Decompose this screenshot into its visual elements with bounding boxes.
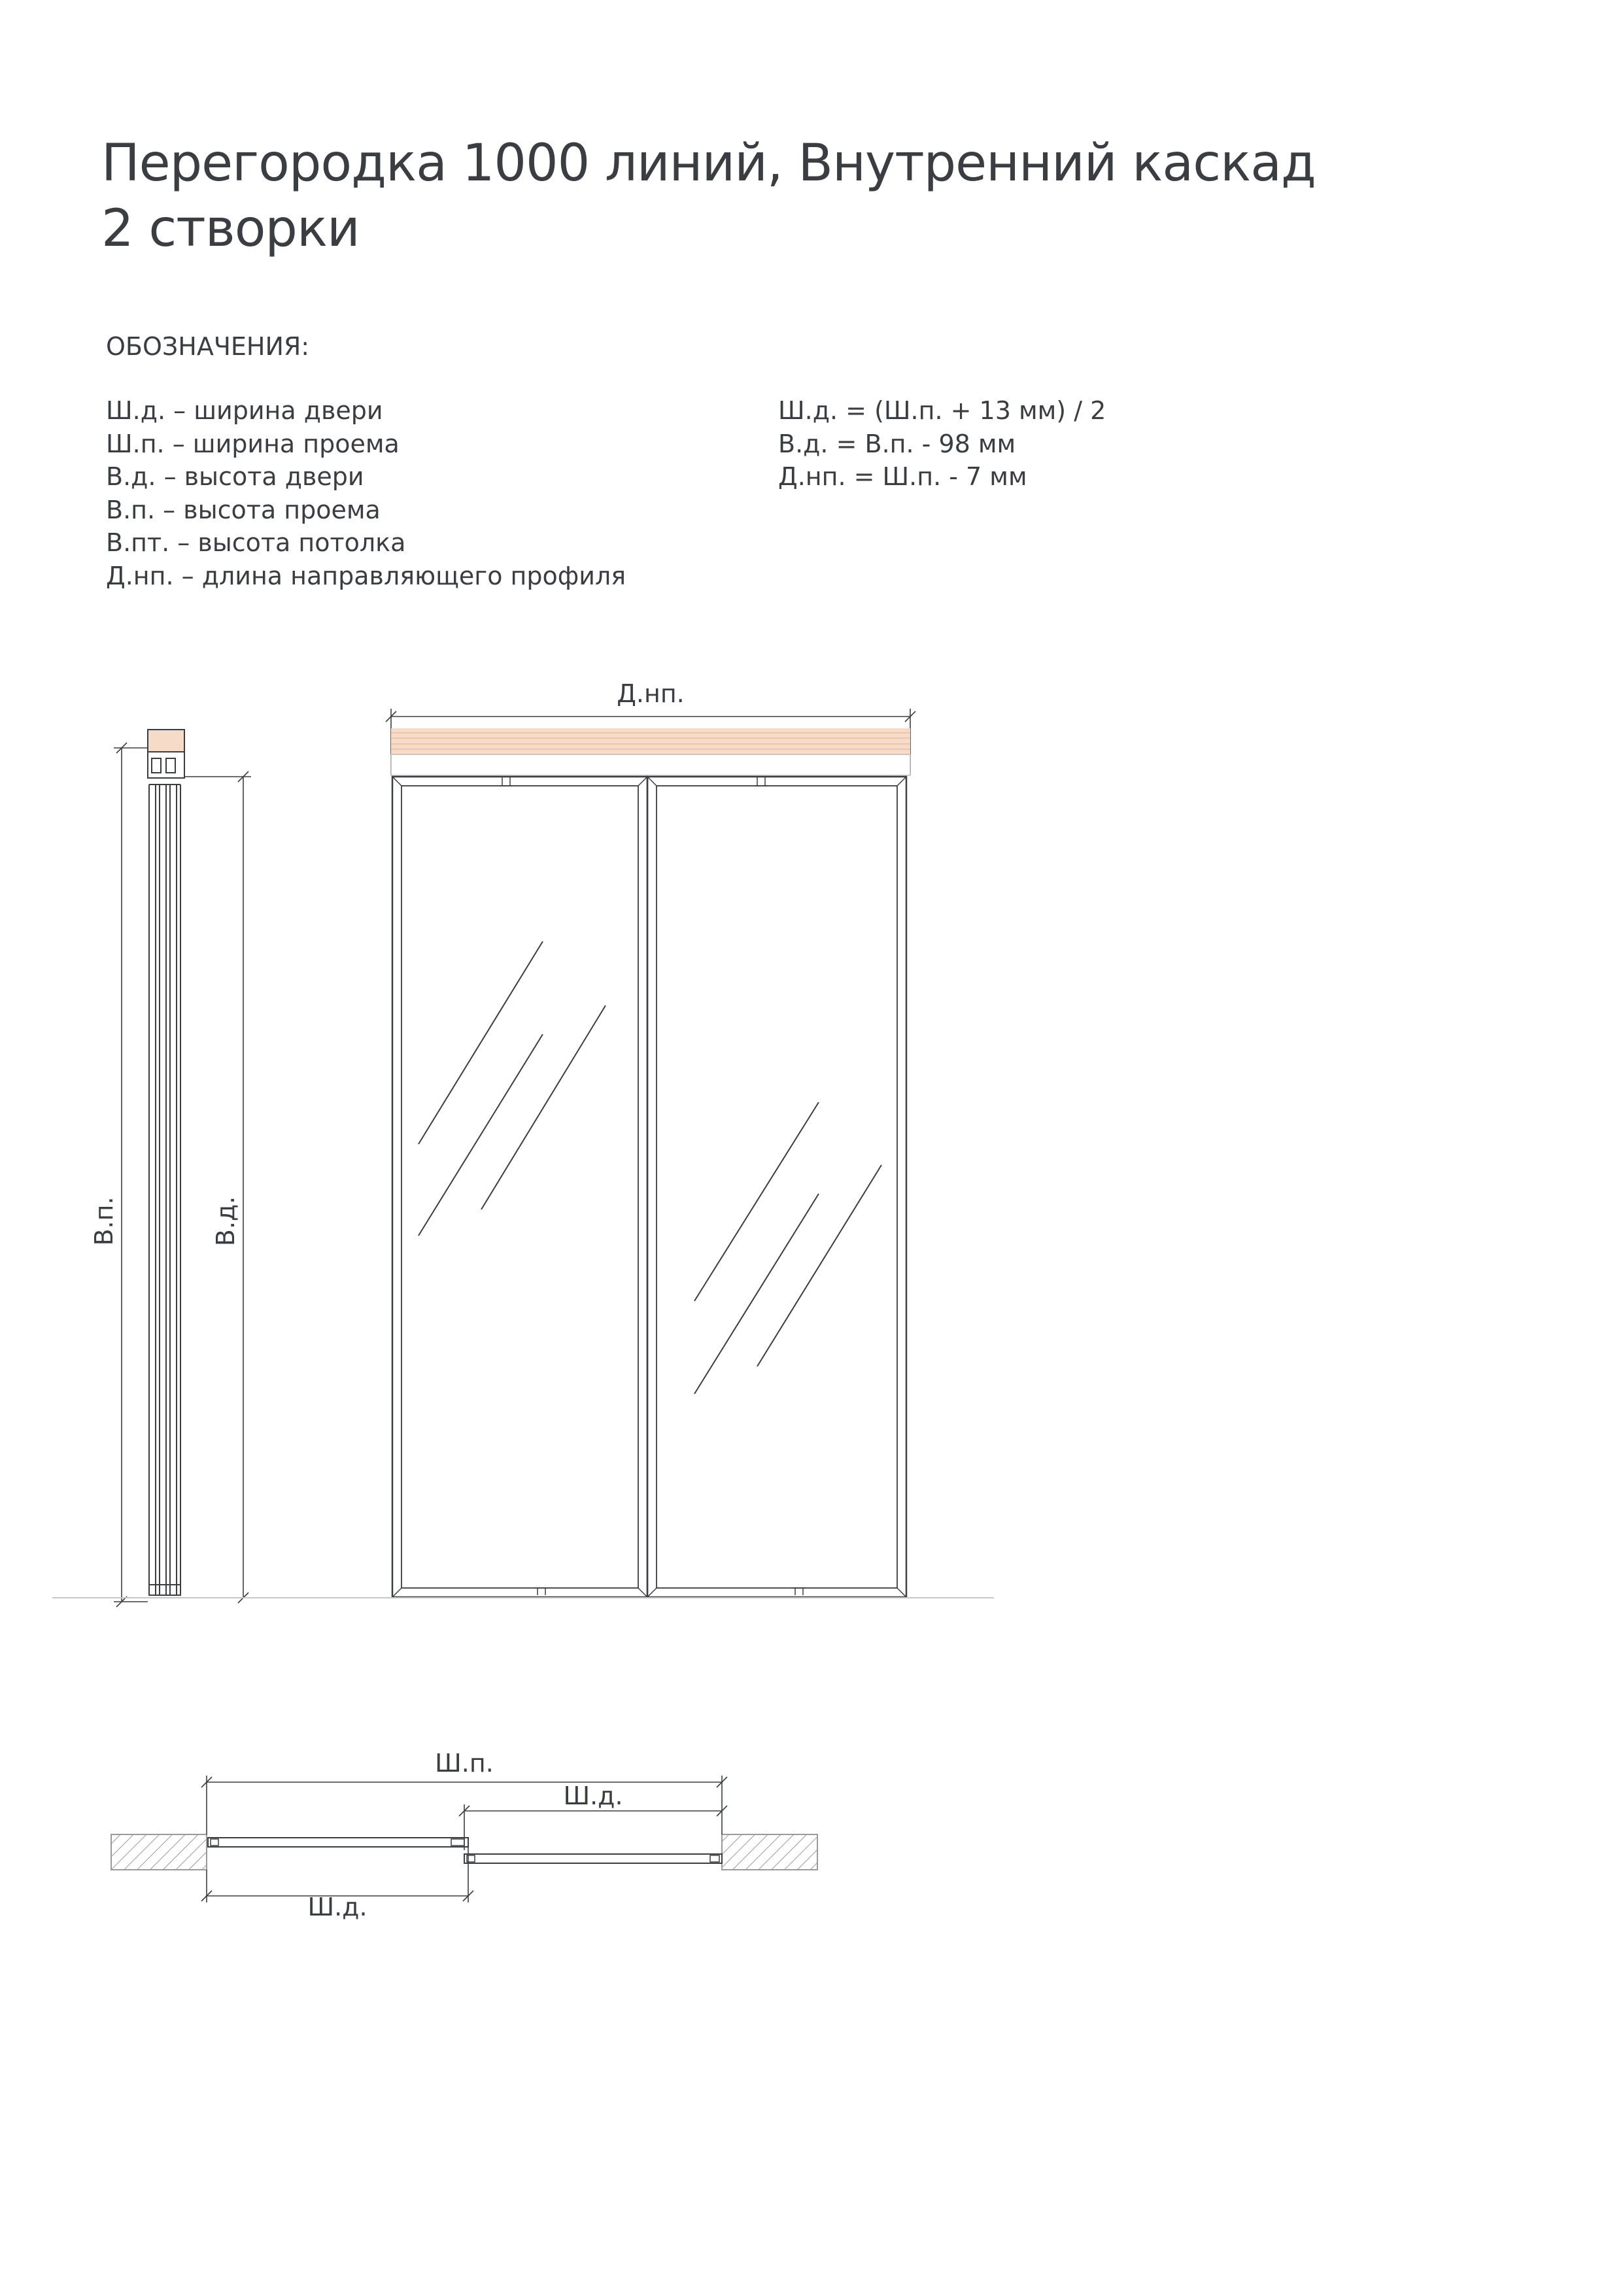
front-view xyxy=(386,709,915,1597)
legend-heading: ОБОЗНАЧЕНИЯ: xyxy=(106,332,310,361)
side-section-view xyxy=(114,730,251,1607)
door-width-bottom-label: Ш.д. xyxy=(307,1893,367,1921)
legend-formula: Д.нп. = Ш.п. - 7 мм xyxy=(778,462,1027,491)
door-width-top-dimension xyxy=(459,1804,727,1850)
side-rail-profile xyxy=(148,730,184,752)
opening-height-label: В.п. xyxy=(90,1196,118,1246)
plan-door-right xyxy=(464,1854,722,1863)
plan-door-left xyxy=(208,1838,468,1847)
door-height-label: В.д. xyxy=(211,1196,240,1247)
bottom-guide-right xyxy=(793,1588,806,1595)
guide-rail-profile xyxy=(391,728,910,775)
legend-formula: В.д. = В.п. - 98 мм xyxy=(778,429,1016,458)
bottom-guide-left xyxy=(535,1588,548,1595)
title-line-1: Перегородка 1000 линий, Внутренний каскад xyxy=(101,134,1316,193)
rail-length-label: Д.нп. xyxy=(617,679,685,708)
opening-height-dimension xyxy=(114,743,148,1607)
legend-definition: Д.нп. – длина направляющего профиля xyxy=(106,561,626,590)
legend-definition: В.пт. – высота потолка xyxy=(106,528,406,557)
top-roller-right xyxy=(755,777,768,786)
door-leaf-left xyxy=(392,777,647,1597)
legend-definition: Ш.п. – ширина проема xyxy=(106,429,400,458)
legend-formula: Ш.д. = (Ш.п. + 13 мм) / 2 xyxy=(778,396,1106,425)
door-width-top-label: Ш.д. xyxy=(563,1781,623,1810)
plan-view xyxy=(111,1776,817,1902)
legend-definition: В.д. – высота двери xyxy=(106,462,364,491)
top-roller-left xyxy=(500,777,513,786)
legend-definition: Ш.д. – ширина двери xyxy=(106,396,383,425)
side-door-panels xyxy=(149,785,180,1595)
glass-reflection-right xyxy=(694,1102,881,1394)
title-line-2: 2 створки xyxy=(101,199,360,258)
wall-left xyxy=(111,1834,207,1870)
door-height-dimension xyxy=(184,771,251,1603)
glass-reflection-left xyxy=(419,941,606,1236)
legend-definition: В.п. – высота проема xyxy=(106,495,381,524)
wall-right xyxy=(722,1834,817,1870)
opening-width-label: Ш.п. xyxy=(435,1749,494,1778)
